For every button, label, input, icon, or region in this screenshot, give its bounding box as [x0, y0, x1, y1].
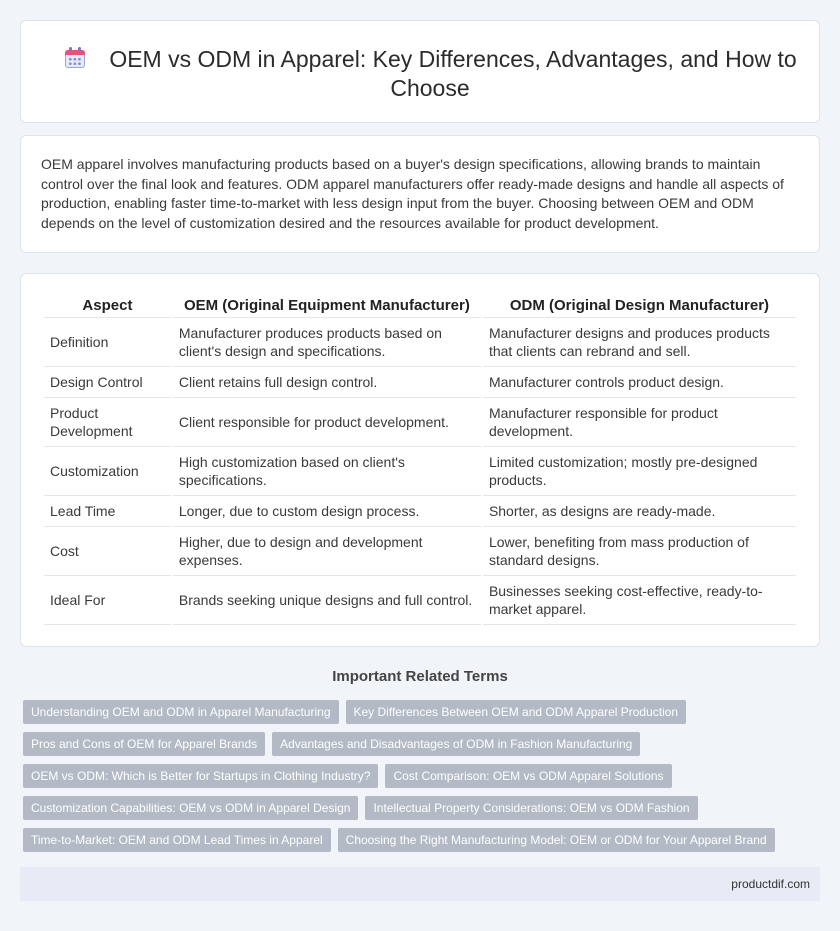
intro-paragraph: OEM apparel involves manufacturing products based on a buyer's design specifications, allowing brands to maintain control over the final look and features. ODM apparel manufacturers offer ready-made designs and handle all aspects of production, enabling faster time-to-market with less design input from the buyer. Choosing between OEM and ODM depends on the level of customization desired and the resources available for product development.	[41, 156, 784, 231]
aspect-cell: Ideal For	[44, 576, 171, 625]
header-oem: OEM (Original Equipment Manufacturer)	[173, 296, 481, 318]
header-odm: ODM (Original Design Manufacturer)	[483, 296, 796, 318]
related-term-tag[interactable]: Time-to-Market: OEM and ODM Lead Times in Apparel	[23, 828, 331, 852]
related-term-tag[interactable]: Understanding OEM and ODM in Apparel Manufacturing	[23, 700, 339, 724]
odm-cell: Lower, benefiting from mass production of standard designs.	[483, 527, 796, 576]
odm-cell: Manufacturer responsible for product development.	[483, 398, 796, 447]
related-term-tag[interactable]: Intellectual Property Considerations: OEM vs ODM Fashion	[365, 796, 697, 820]
related-term-tag[interactable]: Choosing the Right Manufacturing Model: OEM or ODM for Your Apparel Brand	[338, 828, 775, 852]
odm-cell: Manufacturer designs and produces products that clients can rebrand and sell.	[483, 318, 796, 367]
oem-cell: High customization based on client's specifications.	[173, 447, 481, 496]
table-row	[44, 398, 796, 447]
aspect-cell: Product Development	[44, 398, 171, 447]
aspect-cell: Cost	[44, 527, 171, 576]
footer-site-link[interactable]: productdif.com	[731, 877, 810, 891]
intro-card	[20, 135, 820, 253]
related-term-tag[interactable]: Key Differences Between OEM and ODM Apparel Production	[346, 700, 687, 724]
calendar-icon	[63, 46, 87, 70]
table-row	[44, 496, 796, 527]
oem-cell: Client responsible for product development.	[173, 398, 481, 447]
header-card	[20, 20, 820, 123]
related-term-tag[interactable]: Pros and Cons of OEM for Apparel Brands	[23, 732, 265, 756]
odm-cell: Manufacturer controls product design.	[483, 367, 796, 398]
oem-cell: Higher, due to design and development expenses.	[173, 527, 481, 576]
table-row	[44, 367, 796, 398]
oem-cell: Brands seeking unique designs and full control.	[173, 576, 481, 625]
related-term-tag[interactable]: Customization Capabilities: OEM vs ODM in Apparel Design	[23, 796, 358, 820]
page-title-text: OEM vs ODM in Apparel: Key Differences, Advantages, and How to Choose	[109, 46, 797, 101]
footer	[20, 867, 820, 901]
aspect-cell: Lead Time	[44, 496, 171, 527]
page-title	[61, 45, 799, 103]
related-term-tag[interactable]: Cost Comparison: OEM vs ODM Apparel Solutions	[385, 764, 671, 788]
oem-cell: Client retains full design control.	[173, 367, 481, 398]
table-row	[44, 576, 796, 625]
related-term-tag[interactable]: OEM vs ODM: Which is Better for Startups in Clothing Industry?	[23, 764, 378, 788]
table-row	[44, 447, 796, 496]
aspect-cell: Design Control	[44, 367, 171, 398]
odm-cell: Shorter, as designs are ready-made.	[483, 496, 796, 527]
table-row	[44, 527, 796, 576]
table-row	[44, 318, 796, 367]
comparison-table	[42, 296, 798, 625]
oem-cell: Manufacturer produces products based on client's design and specifications.	[173, 318, 481, 367]
header-aspect: Aspect	[44, 296, 171, 318]
title-wrap	[61, 45, 799, 103]
odm-cell: Limited customization; mostly pre-designed products.	[483, 447, 796, 496]
comparison-table-card	[20, 273, 820, 647]
odm-cell: Businesses seeking cost-effective, ready-to-market apparel.	[483, 576, 796, 625]
related-terms-title: Important Related Terms	[332, 668, 508, 685]
aspect-cell: Definition	[44, 318, 171, 367]
related-term-tag[interactable]: Advantages and Disadvantages of ODM in Fashion Manufacturing	[272, 732, 640, 756]
aspect-cell: Customization	[44, 447, 171, 496]
oem-cell: Longer, due to custom design process.	[173, 496, 481, 527]
table-header-row	[44, 296, 796, 318]
related-terms-list	[23, 700, 823, 860]
